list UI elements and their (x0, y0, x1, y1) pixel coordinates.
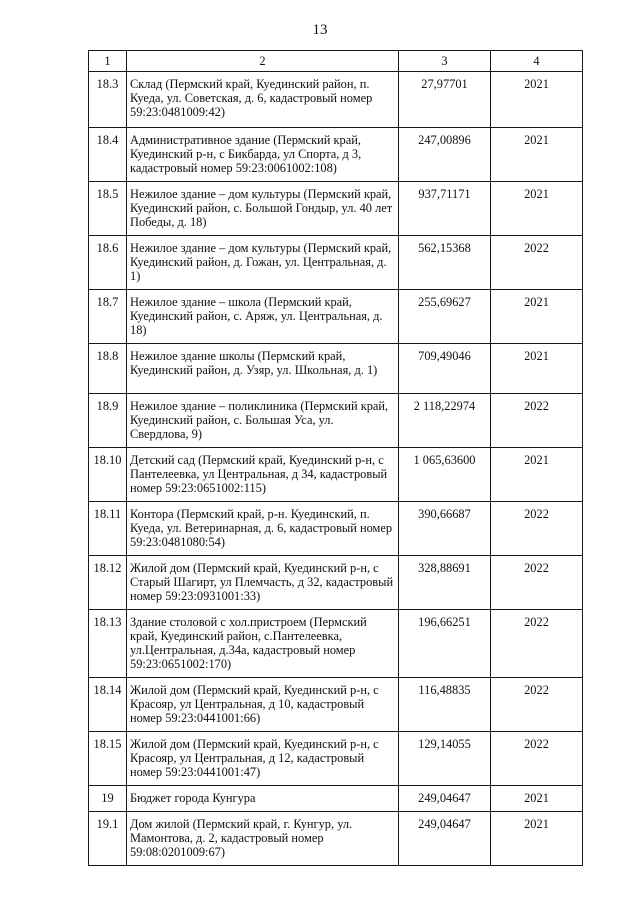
row-number: 18.8 (89, 344, 127, 394)
row-year: 2021 (491, 182, 583, 236)
row-year: 2021 (491, 344, 583, 394)
row-value: 328,88691 (399, 556, 491, 610)
table-row (89, 182, 583, 236)
row-description: Жилой дом (Пермский край, Куединский р-н, с Красояр, ул Центральная, д 10, кадастровый номер 59:23:0441001:66) (127, 678, 399, 732)
row-number: 18.12 (89, 556, 127, 610)
row-value: 937,71171 (399, 182, 491, 236)
row-number: 19.1 (89, 812, 127, 866)
table-row (89, 72, 583, 128)
row-description: Бюджет города Кунгура (127, 786, 399, 812)
row-description: Дом жилой (Пермский край, г. Кунгур, ул. Мамонтова, д. 2, кадастровый номер 59:08:0201009:67) (127, 812, 399, 866)
row-number: 18.14 (89, 678, 127, 732)
table-row (89, 678, 583, 732)
table-row (89, 448, 583, 502)
table-row (89, 610, 583, 678)
row-number: 18.11 (89, 502, 127, 556)
row-value: 129,14055 (399, 732, 491, 786)
row-year: 2022 (491, 732, 583, 786)
row-value: 1 065,63600 (399, 448, 491, 502)
table-row (89, 394, 583, 448)
row-description: Нежилое здание – дом культуры (Пермский край, Куединский район, с. Большой Гондыр, ул. 40 лет Победы, д. 18) (127, 182, 399, 236)
row-value: 247,00896 (399, 128, 491, 182)
row-description: Детский сад (Пермский край, Куединский р-н, с Пантелеевка, ул Центральная, д 34, кадастровый номер 59:23:0651002:115) (127, 448, 399, 502)
row-number: 18.5 (89, 182, 127, 236)
row-number: 18.15 (89, 732, 127, 786)
row-value: 255,69627 (399, 290, 491, 344)
row-year: 2021 (491, 812, 583, 866)
table-body (89, 72, 583, 866)
row-number: 18.9 (89, 394, 127, 448)
table-row (89, 502, 583, 556)
row-description: Нежилое здание – поликлиника (Пермский край, Куединский район, с. Большая Уса, ул. Свердлова, 9) (127, 394, 399, 448)
table-header-row (89, 51, 583, 72)
row-number: 18.4 (89, 128, 127, 182)
row-value: 116,48835 (399, 678, 491, 732)
table-row (89, 290, 583, 344)
header-col-1: 1 (89, 51, 127, 72)
row-description: Жилой дом (Пермский край, Куединский р-н, с Красояр, ул Центральная, д 12, кадастровый номер 59:23:0441001:47) (127, 732, 399, 786)
row-number: 18.13 (89, 610, 127, 678)
table-row (89, 786, 583, 812)
row-year: 2021 (491, 72, 583, 128)
row-number: 19 (89, 786, 127, 812)
row-year: 2021 (491, 786, 583, 812)
row-year: 2021 (491, 290, 583, 344)
row-number: 18.3 (89, 72, 127, 128)
row-value: 390,66687 (399, 502, 491, 556)
row-description: Склад (Пермский край, Куединский район, п. Куеда, ул. Советская, д. 6, кадастровый номер 59:23:0481009:42) (127, 72, 399, 128)
row-value: 249,04647 (399, 812, 491, 866)
table-row (89, 812, 583, 866)
header-col-2: 2 (127, 51, 399, 72)
row-year: 2022 (491, 502, 583, 556)
row-number: 18.10 (89, 448, 127, 502)
row-number: 18.7 (89, 290, 127, 344)
row-description: Здание столовой с хол.пристроем (Пермский край, Куединский район, с.Пантелеевка, ул.Центральная, д.34а, кадастровый номер 59:23:0651002:170) (127, 610, 399, 678)
table-row (89, 732, 583, 786)
row-value: 249,04647 (399, 786, 491, 812)
row-year: 2022 (491, 556, 583, 610)
row-value: 562,15368 (399, 236, 491, 290)
header-col-4: 4 (491, 51, 583, 72)
row-description: Нежилое здание – школа (Пермский край, Куединский район, с. Аряж, ул. Центральная, д. 18) (127, 290, 399, 344)
header-col-3: 3 (399, 51, 491, 72)
row-value: 2 118,22974 (399, 394, 491, 448)
row-year: 2021 (491, 128, 583, 182)
table-row (89, 556, 583, 610)
property-table (88, 50, 583, 866)
table-row (89, 236, 583, 290)
row-description: Нежилое здание школы (Пермский край, Куединский район, д. Узяр, ул. Школьная, д. 1) (127, 344, 399, 394)
row-year: 2022 (491, 394, 583, 448)
row-description: Жилой дом (Пермский край, Куединский р-н, с Старый Шагирт, ул Племчасть, д 32, кадастровый номер 59:23:0931001:33) (127, 556, 399, 610)
row-number: 18.6 (89, 236, 127, 290)
row-year: 2022 (491, 678, 583, 732)
row-description: Контора (Пермский край, р-н. Куединский, п. Куеда, ул. Ветеринарная, д. 6, кадастровый номер 59:23:0481080:54) (127, 502, 399, 556)
row-description: Административное здание (Пермский край, Куединский р-н, с Бикбарда, ул Спорта, д 3, кадастровый номер 59:23:0061002:108) (127, 128, 399, 182)
row-year: 2021 (491, 448, 583, 502)
row-value: 709,49046 (399, 344, 491, 394)
table-row (89, 344, 583, 394)
table-row (89, 128, 583, 182)
row-description: Нежилое здание – дом культуры (Пермский край, Куединский район, д. Гожан, ул. Центральная, д. 1) (127, 236, 399, 290)
row-value: 196,66251 (399, 610, 491, 678)
row-year: 2022 (491, 236, 583, 290)
row-year: 2022 (491, 610, 583, 678)
row-value: 27,97701 (399, 72, 491, 128)
page-number: 13 (312, 22, 328, 38)
